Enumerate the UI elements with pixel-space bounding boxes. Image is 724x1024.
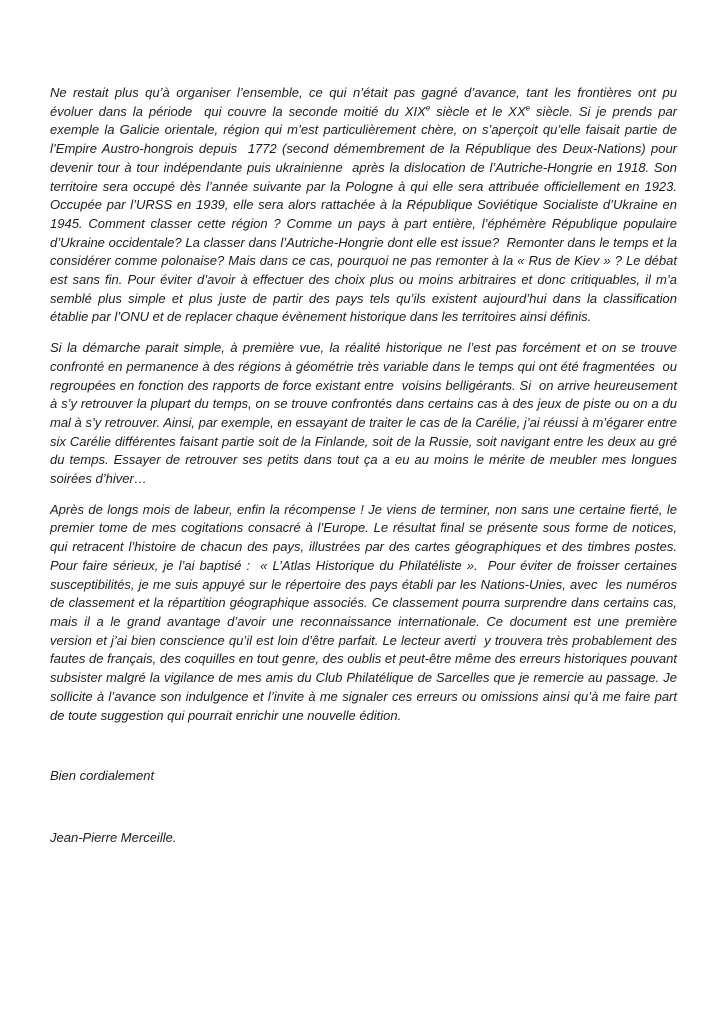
closing-salutation: Bien cordialement (50, 768, 155, 784)
superscript-e: e (425, 103, 431, 113)
paragraph-frontieres (50, 84, 681, 327)
signature-name: Jean-Pierre Merceille. (50, 829, 177, 845)
superscript-e: e (525, 103, 531, 113)
paragraph-text: siècle. Si je prends par exemple la Galicie orientale, région qui m’est particulièrement chère, on s’aperçoit qu’elle faisait partie de l’Empire Austro-hongrois depuis 1772 (second démembrement de la République des Deux-Nations) pour devenir tour à tour indépendante puis ukrainienne après la dislocation de l’Autriche-Hongrie en 1918. Son territoire sera occupé dès l’année suivante par la Pologne à qui elle sera attribuée officiellement en 1923. Occupée par l’URSS en 1939, elle sera alors rattachée à la République Soviétique Socialiste d’Ukraine en 1945. Comment classer cette région ? Comme un pays à part entière, l’éphémère République populaire d’Ukraine occidentale? La classer dans l’Autriche-Hongrie dont elle est issue? Remonter dans le temps et la considérer comme polonaise? Mais dans ce cas, pourquoi ne pas remonter à la « Rus de Kiev » ? Le débat est sans fin. Pour éviter d’avoir à effectuer des choix plus ou moins arbitraires et donc critiquables, il m’a semblé plus simple et plus juste de partir des pays tels qu’ils existent aujourd’hui dans la classification établie par l’ONU et de replacer chaque évènement historique dans les territoires ainsi définis. (50, 103, 681, 325)
paragraph-demarche: Si la démarche parait simple, à première vue, la réalité historique ne l’est pas forcément et on se trouve confronté en permanence à des régions à géométrie très variable dans le temps qui ont été fragmentées ou regroupées en fonction des rapports de force existant entre voisins belligérants. Si on arrive heureusement à s’y retrouver la plupart du temps, on se trouve confrontés dans certains cas à des jeux de piste ou on a du mal à s’y retrouver. Ainsi, par exemple, en essayant de traiter le cas de la Carélie, j’ai réussi à m’égarer entre six Carélie différentes faisant partie soit de la Finlande, soit de la Russie, soit navigant entre les deux au gré du temps. Essayer de retrouver ses petits dans tout ça a eu au moins le mérite de meubler mes longues soirées d’hiver… (50, 340, 681, 487)
paragraph-text: siècle et le XX (430, 103, 526, 119)
paragraph-text: Ne restait plus qu’à organiser l’ensemble, ce qui n’était pas gagné d’avance, tant les frontières ont pu évoluer dans la période qui couvre la seconde moitié du XIX (50, 85, 681, 119)
paragraph-recompense: Après de longs mois de labeur, enfin la récompense ! Je viens de terminer, non sans une certaine fierté, le premier tome de mes cogitations consacré à l’Europe. Le résultat final se présente sous forme de notices, qui retracent l’histoire de chacun des pays, illustrées par des cartes géographiques et des timbres postes. Pour faire sérieux, je l’ai baptisé : « L’Atlas Historique du Philatéliste ». Pour éviter de froisser certaines susceptibilités, je me suis appuyé sur le répertoire des pays établi par les Nations-Unies, avec les numéros de classement et la répartition géographique associés. Ce classement pourra surprendre dans certains cas, mais il a le grand avantage d’avoir une reconnaissance internationale. Ce document est une première version et j’ai bien conscience qu’il est loin d’être parfait. Le lecteur averti y trouvera très probablement des fautes de français, des coquilles en tout genre, des oublis et peut-être même des erreurs historiques pouvant subsister malgré la vigilance de mes amis du Club Philatélique de Sarcelles que je remercie au passage. Je sollicite à l’avance son indulgence et l’invite à me signaler ces erreurs ou omissions ainsi qu’à me faire part de toute suggestion qui pourrait enrichir une nouvelle édition. (50, 501, 681, 723)
letter-body (50, 84, 681, 848)
